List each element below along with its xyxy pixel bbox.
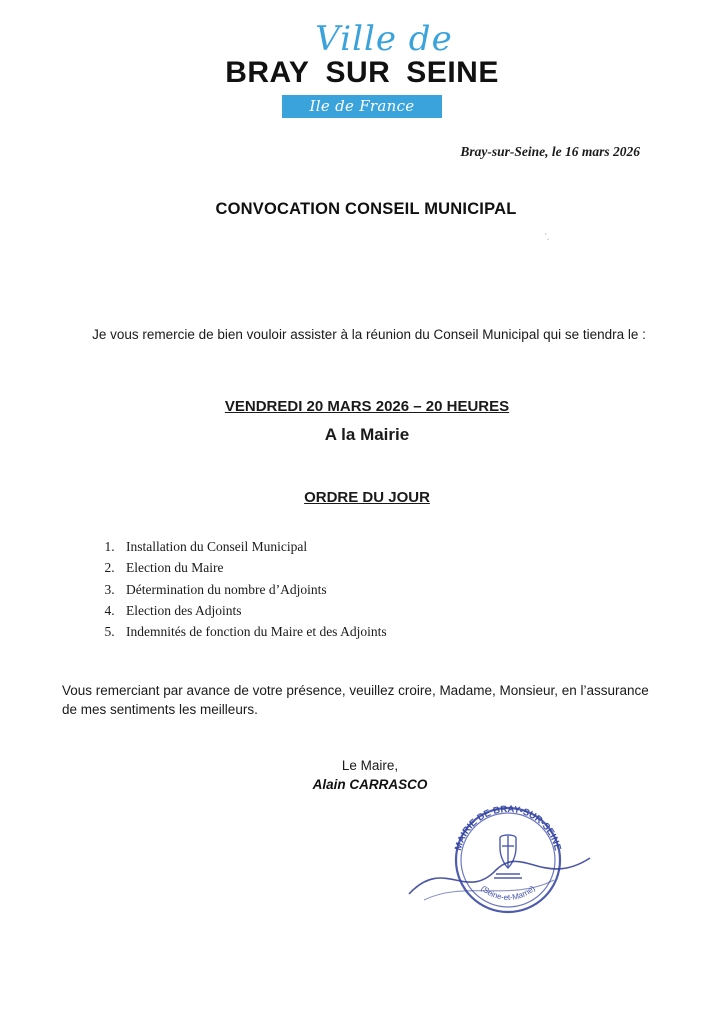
official-stamp <box>438 790 578 930</box>
meeting-datetime: VENDREDI 20 MARS 2026 – 20 HEURES <box>224 398 510 415</box>
logo-word-sur: SUR <box>325 56 391 89</box>
list-item: 5. Indemnités de fonction du Maire et des Adjoints <box>118 621 724 642</box>
signature-name: Alain CARRASCO <box>312 776 428 792</box>
svg-text:MAIRIE DE BRAY-SUR-SEINE: MAIRIE DE BRAY-SUR-SEINE <box>452 803 563 852</box>
list-item: 1. Installation du Conseil Municipal <box>118 536 724 557</box>
list-item: 4. Election des Adjoints <box>118 600 724 621</box>
list-item: 3. Détermination du nombre d’Adjoints <box>118 579 724 600</box>
closing-paragraph: Vous remerciant par avance de votre présence, veuillez croire, Madame, Monsieur, en l’assurance de mes sentiments les meilleurs. <box>62 682 649 718</box>
place-and-date: Bray-sur-Seine, le 16 mars 2026 <box>460 144 640 159</box>
meeting-location: A la Mairie <box>324 425 410 444</box>
stray-ink-mark: '. <box>545 232 550 243</box>
stamp-icon <box>438 790 578 930</box>
logo-script-text: Ville de <box>315 19 453 59</box>
logo-word-seine: SEINE <box>406 56 499 89</box>
agenda-list <box>0 536 724 643</box>
signature-block <box>0 758 724 792</box>
page-title: CONVOCATION CONSEIL MUNICIPAL <box>215 200 517 218</box>
intro-paragraph: Je vous remercie de bien vouloir assister à la réunion du Conseil Municipal qui se tiendra le : <box>92 327 646 342</box>
logo-region-band: Ile de France <box>282 95 442 118</box>
logo-word-bray: BRAY <box>225 56 310 89</box>
letterhead <box>0 0 724 118</box>
city-logo <box>225 19 499 118</box>
signature-role: Le Maire, <box>341 757 399 773</box>
svg-text:(Seine-et-Marne): (Seine-et-Marne) <box>479 883 537 903</box>
list-item: 2. Election du Maire <box>118 557 724 578</box>
agenda-title: ORDRE DU JOUR <box>304 489 430 506</box>
logo-main-text <box>225 56 499 89</box>
